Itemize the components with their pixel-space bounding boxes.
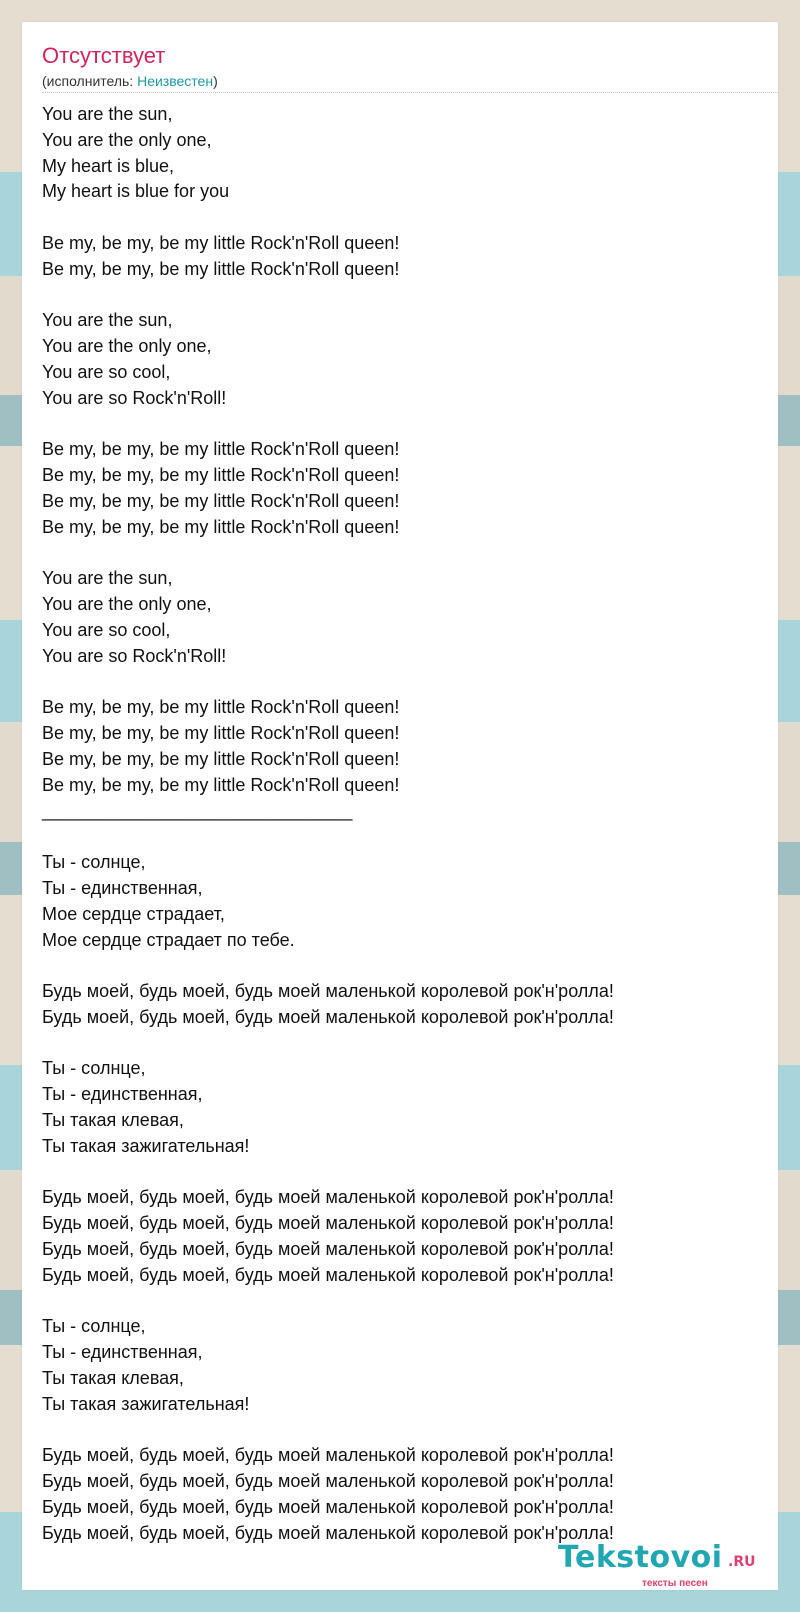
lyric-line: Будь моей, будь моей, будь моей маленькой королевой рок'н'ролла!	[42, 1264, 614, 1285]
header-divider	[42, 92, 778, 93]
artist-suffix: )	[213, 73, 218, 89]
site-logo[interactable]	[558, 1540, 778, 1600]
lyric-line: You are so Rock'n'Roll!	[42, 645, 227, 666]
lyric-line: You are the sun,	[42, 104, 173, 124]
lyric-line	[42, 1031, 762, 1057]
lyric-line	[42, 1418, 762, 1444]
lyric-line: You are so cool,	[42, 619, 171, 640]
lyric-line: Ты - солнце,	[42, 852, 146, 873]
lyric-line: Be my, be my, be my little Rock'n'Roll queen!	[42, 697, 400, 718]
lyric-line: Be my, be my, be my little Rock'n'Roll queen!	[42, 465, 400, 486]
lyric-line: Будь моей, будь моей, будь моей маленькой королевой рок'н'ролла!	[42, 981, 614, 1002]
lyric-line: My heart is blue,	[42, 155, 175, 176]
lyric-line: _______________________________	[42, 800, 353, 821]
lyric-line: You are the only one,	[42, 336, 212, 357]
lyrics-card	[22, 22, 778, 1590]
artist-line	[42, 72, 218, 90]
lyric-line	[42, 953, 762, 979]
lyric-line: Be my, be my, be my little Rock'n'Roll queen!	[42, 516, 400, 537]
lyric-line: Ты такая зажигательная!	[42, 1393, 250, 1414]
logo-tld: .RU	[728, 1554, 756, 1570]
lyric-line: Будь моей, будь моей, будь моей маленькой королевой рок'н'ролла!	[42, 1471, 614, 1492]
lyric-line: Be my, be my, be my little Rock'n'Roll queen!	[42, 232, 400, 253]
lyric-line: You are the sun,	[42, 310, 173, 331]
lyric-line	[42, 283, 762, 309]
lyric-line: You are so Rock'n'Roll!	[42, 387, 227, 408]
lyric-line: Be my, be my, be my little Rock'n'Roll queen!	[42, 723, 400, 744]
logo-tagline: тексты песен	[642, 1578, 708, 1589]
lyric-line: Ты - солнце,	[42, 1058, 146, 1079]
lyric-line: Be my, be my, be my little Rock'n'Roll queen!	[42, 439, 400, 460]
lyric-line: Ты такая клевая,	[42, 1110, 184, 1131]
lyric-line: Будь моей, будь моей, будь моей маленькой королевой рок'н'ролла!	[42, 1213, 614, 1234]
lyric-line: You are the only one,	[42, 594, 212, 615]
lyric-line	[42, 1160, 762, 1186]
lyric-line: Ты - единственная,	[42, 1342, 203, 1363]
lyric-line	[42, 670, 762, 696]
lyric-line: Ты такая зажигательная!	[42, 1135, 250, 1156]
lyric-line: Ты - единственная,	[42, 1084, 203, 1105]
lyric-line: You are so cool,	[42, 361, 171, 382]
lyric-line	[42, 824, 762, 850]
lyric-line: Будь моей, будь моей, будь моей маленькой королевой рок'н'ролла!	[42, 1522, 614, 1543]
lyric-line: Будь моей, будь моей, будь моей маленькой королевой рок'н'ролла!	[42, 1187, 614, 1208]
lyric-line: Будь моей, будь моей, будь моей маленькой королевой рок'н'ролла!	[42, 1445, 614, 1466]
lyric-line: You are the sun,	[42, 568, 173, 589]
lyric-line: Будь моей, будь моей, будь моей маленькой королевой рок'н'ролла!	[42, 1006, 614, 1027]
lyric-line: My heart is blue for you	[42, 181, 230, 202]
lyric-line: Ты - единственная,	[42, 877, 203, 898]
lyric-line: Be my, be my, be my little Rock'n'Roll queen!	[42, 748, 400, 769]
lyric-line	[42, 205, 762, 231]
lyric-line: Be my, be my, be my little Rock'n'Roll queen!	[42, 490, 400, 511]
lyric-line	[42, 1289, 762, 1315]
lyric-line: Мое сердце страдает по тебе.	[42, 929, 295, 950]
lyric-line: Be my, be my, be my little Rock'n'Roll queen!	[42, 258, 400, 279]
lyric-line: Ты - солнце,	[42, 1316, 146, 1337]
lyric-line: You are the only one,	[42, 129, 212, 150]
lyric-line: Будь моей, будь моей, будь моей маленькой королевой рок'н'ролла!	[42, 1497, 614, 1518]
artist-link[interactable]: Неизвестен	[137, 73, 214, 89]
lyric-line: Будь моей, будь моей, будь моей маленькой королевой рок'н'ролла!	[42, 1239, 614, 1260]
logo-name: Tekstovoi	[558, 1540, 723, 1575]
song-title: Отсутствует	[42, 43, 166, 68]
artist-prefix: (исполнитель:	[42, 73, 138, 89]
lyric-line: Мое сердце страдает,	[42, 903, 225, 924]
lyric-line: Be my, be my, be my little Rock'n'Roll queen!	[42, 774, 400, 795]
lyric-line	[42, 412, 762, 438]
lyric-line: Ты такая клевая,	[42, 1368, 184, 1389]
lyrics-text	[42, 102, 762, 1547]
lyric-line	[42, 541, 762, 567]
